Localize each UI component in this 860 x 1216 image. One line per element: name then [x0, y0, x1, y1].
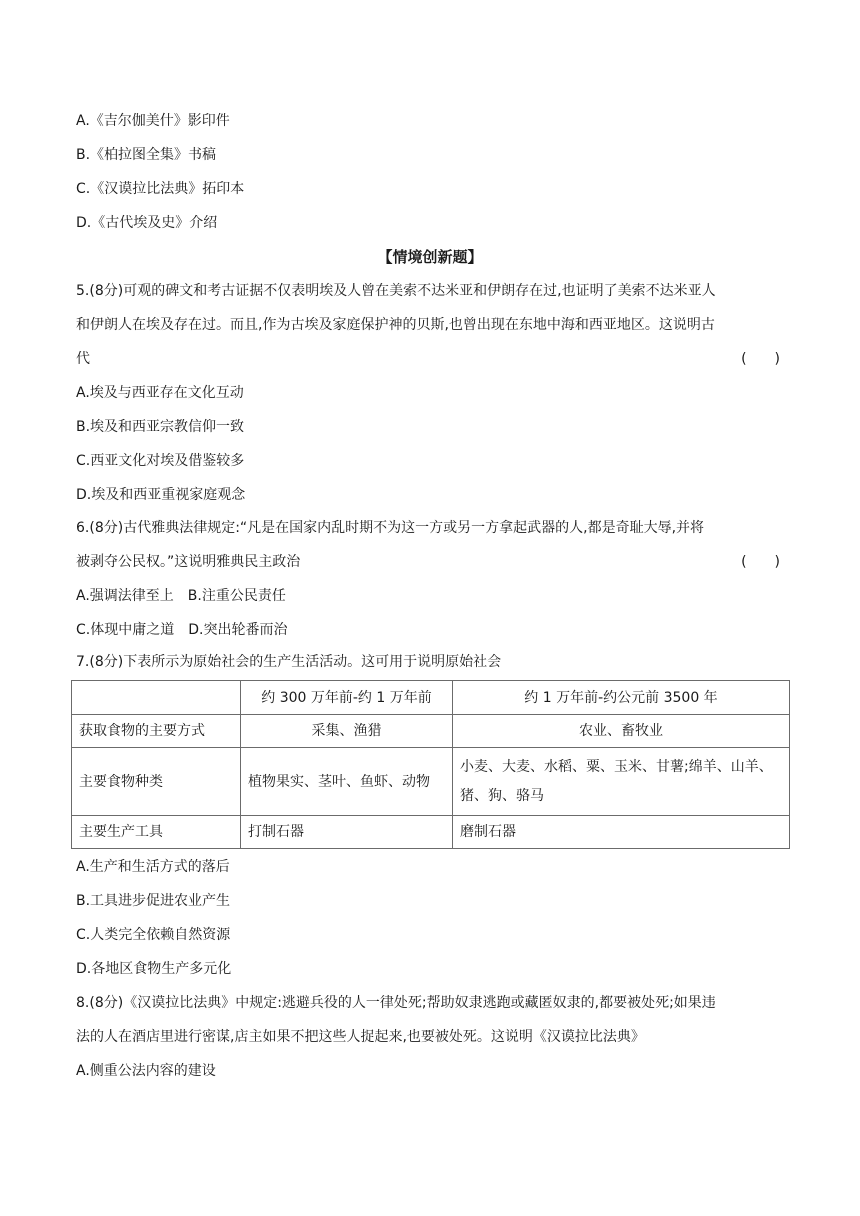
q8-option-a: A.侧重公法内容的建设 — [76, 1063, 216, 1079]
table-cell: 主要生产工具 — [72, 816, 241, 849]
q5-option-a: A.埃及与西亚存在文化互动 — [76, 385, 244, 401]
q6-answer-paren: ( ) — [741, 554, 780, 570]
table-row — [72, 816, 790, 849]
q5-answer-paren: ( ) — [741, 351, 780, 367]
q5-stem-line-1: 5.(8分)可观的碑文和考古证据不仅表明埃及人曾在美索不达米亚和伊朗存在过,也证明了美索不达米亚人 — [76, 283, 716, 299]
q7-table — [71, 680, 790, 849]
table-cell: 磨制石器 — [453, 816, 790, 849]
table-cell: 主要食物种类 — [72, 748, 241, 816]
q4-option-a: A.《吉尔伽美什》影印件 — [76, 113, 230, 129]
table-cell: 打制石器 — [241, 816, 453, 849]
table-header-cell: 约 300 万年前-约 1 万年前 — [241, 681, 453, 715]
q6-options-row-2: C.体现中庸之道 D.突出轮番而治 — [76, 622, 288, 638]
q4-option-c: C.《汉谟拉比法典》拓印本 — [76, 181, 245, 197]
q4-option-b: B.《柏拉图全集》书稿 — [76, 147, 217, 163]
table-cell: 获取食物的主要方式 — [72, 715, 241, 748]
section-heading: 【情境创新题】 — [377, 248, 483, 266]
table-cell: 小麦、大麦、水稻、粟、玉米、甘薯;绵羊、山羊、猪、狗、骆马 — [453, 748, 790, 816]
q5-stem-line-2: 和伊朗人在埃及存在过。而且,作为古埃及家庭保护神的贝斯,也曾出现在东地中海和西亚地区。这说明古 — [76, 317, 715, 333]
table-row — [72, 748, 790, 816]
q7-stem: 7.(8分)下表所示为原始社会的生产生活活动。这可用于说明原始社会 — [76, 654, 502, 670]
table-header-cell: 约 1 万年前-约公元前 3500 年 — [453, 681, 790, 715]
q7-option-a: A.生产和生活方式的落后 — [76, 859, 230, 875]
q4-option-d: D.《古代埃及史》介绍 — [76, 215, 218, 231]
q6-options-row-1: A.强调法律至上 B.注重公民责任 — [76, 588, 286, 604]
q5-option-d: D.埃及和西亚重视家庭观念 — [76, 487, 246, 503]
q7-option-b: B.工具进步促进农业产生 — [76, 893, 231, 909]
q6-stem-line-2: 被剥夺公民权。”这说明雅典民主政治 — [76, 554, 301, 570]
table-cell: 采集、渔猎 — [241, 715, 453, 748]
q7-option-d: D.各地区食物生产多元化 — [76, 961, 232, 977]
table-header-cell — [72, 681, 241, 715]
table-cell: 植物果实、茎叶、鱼虾、动物 — [241, 748, 453, 816]
table-cell: 农业、畜牧业 — [453, 715, 790, 748]
table-row — [72, 715, 790, 748]
q5-stem-line-3: 代 — [76, 351, 90, 367]
q5-option-c: C.西亚文化对埃及借鉴较多 — [76, 453, 245, 469]
q7-option-c: C.人类完全依赖自然资源 — [76, 927, 231, 943]
table-header-row — [72, 681, 790, 715]
q5-option-b: B.埃及和西亚宗教信仰一致 — [76, 419, 245, 435]
q8-stem-line-1: 8.(8分)《汉谟拉比法典》中规定:逃避兵役的人一律处死;帮助奴隶逃跑或藏匿奴隶的,都要被处死;如果违 — [76, 995, 716, 1011]
q6-stem-line-1: 6.(8分)古代雅典法律规定:“凡是在国家内乱时期不为这一方或另一方拿起武器的人,都是奇耻大辱,并将 — [76, 520, 705, 536]
q8-stem-line-2: 法的人在酒店里进行密谋,店主如果不把这些人捉起来,也要被处死。这说明《汉谟拉比法典》 — [76, 1029, 645, 1045]
